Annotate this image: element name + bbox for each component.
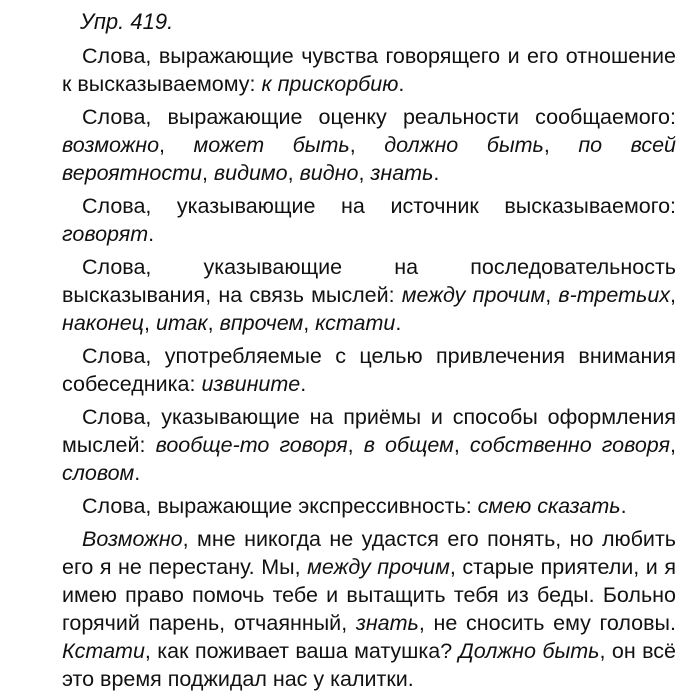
italic-term: видно [299,161,359,185]
text-segment: Слова, указывающие на источник высказываемого: [82,194,676,218]
text-segment: Слова, употребляемые с целью привлечения внимания собеседника: [62,344,676,396]
italic-term: к прискорбию [261,72,399,96]
text-segment: . [433,161,440,185]
text-segment: , он всё это время поджидал нас у калитки. [62,639,676,691]
italic-term: в общем [363,433,454,457]
text-segment: , [453,433,470,457]
paragraph-7 [62,492,676,520]
text-segment: , [303,311,316,335]
text-segment: . [620,494,627,518]
text-segment: , [207,311,220,335]
text-segment: , как поживает ваша матушка? [144,639,459,663]
italic-term: извините [201,372,301,396]
italic-term: видимо [213,161,288,185]
text-segment: , [543,133,579,157]
text-segment: , [201,161,214,185]
italic-term: знать [370,161,434,185]
text-segment: , [347,433,364,457]
paragraph-2 [62,103,676,187]
italic-term: должно быть [384,133,544,157]
italic-term: собственно говоря [469,433,671,457]
italic-term: Кстати [62,639,145,663]
italic-term: вообще-то говоря [155,433,348,457]
text-segment: Слова, выражающие чувства говорящего и его отношение к высказываемому: [62,44,676,96]
italic-term: итак [155,311,208,335]
italic-term: между прочим [401,283,546,307]
italic-term: может быть [193,133,350,157]
paragraph-6 [62,403,676,487]
text-segment: , [159,133,194,157]
italic-term: Возможно [82,527,183,551]
text-segment: Слова, выражающие оценку реальности сообщаемого: [82,105,676,129]
paragraph-5 [62,342,676,398]
italic-term: говорят [62,222,149,246]
text-segment: , [545,283,559,307]
text-segment: , [143,311,156,335]
text-segment: . [134,461,141,485]
paragraph-8 [62,525,676,693]
italic-term: Должно быть [458,639,600,663]
text-segment: Слова, выражающие экспрессивность: [82,494,478,518]
italic-term: возможно [62,133,160,157]
italic-term: знать [355,611,419,635]
italic-term: впрочем [219,311,304,335]
exercise-text [62,42,676,693]
italic-term: между прочим [307,555,450,579]
exercise-title: Упр. 419. [80,9,174,34]
text-segment: , старые приятели, и я имею право помочь тебе и вытащить тебя из беды. Больно горячий парень, отчаянный, [62,555,677,635]
italic-term: наконец [62,311,144,335]
text-segment: , [349,133,385,157]
paragraph-4 [62,253,676,337]
italic-term: по всей вероятности [62,133,677,185]
italic-term: смею сказать [477,494,621,518]
text-segment: , мне никогда не удастся его понять, но любить его я не перестану. Мы, [62,527,676,579]
text-segment: Слова, указывающие на последовательность высказывания, на связь мыслей: [62,255,676,307]
text-segment: , [358,161,371,185]
text-segment: , [670,283,677,307]
italic-term: в-третьих [558,283,671,307]
text-segment: , [670,433,676,457]
text-segment: , не сносить ему головы. [418,611,676,635]
italic-term: словом [62,461,135,485]
text-segment: , [287,161,300,185]
text-segment: Слова, указывающие на приёмы и способы оформления мыслей: [62,405,676,457]
text-segment: . [398,72,405,96]
text-segment: . [148,222,155,246]
text-segment: . [300,372,307,396]
text-segment: . [395,311,402,335]
italic-term: кстати [315,311,396,335]
paragraph-3 [62,192,676,248]
paragraph-1 [62,42,676,98]
